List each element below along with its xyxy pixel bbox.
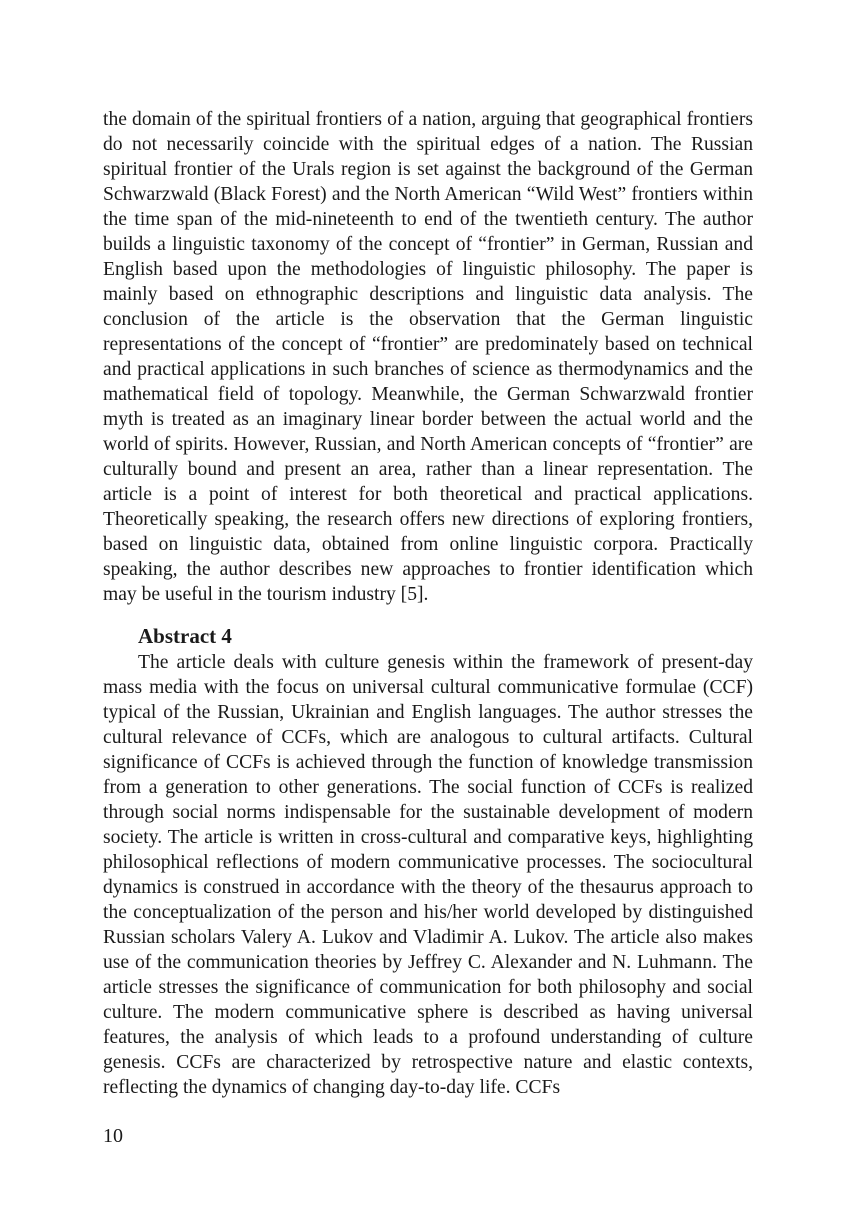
section-heading: Abstract 4 (138, 624, 232, 648)
page-number: 10 (103, 1125, 123, 1147)
page-body (103, 107, 753, 1100)
abstract-paragraph: The article deals with culture genesis within the framework of present-day mass media with the focus on universal cultural communicative formulae (CCF) typical of the Russian, Ukrainian and English languages. The author stresses the cultural relevance of CCFs, which are analogous to cultural artifacts. Cultural significance of CCFs is achieved through the function of knowledge transmission from a generation to other generations. The social function of CCFs is realized through social norms indispensable for the sustainable development of modern society. The article is written in cross-cultural and comparative keys, highlighting philosophical reflections of modern communicative processes. The sociocultural dynamics is construed in accordance with the theory of the thesaurus approach to the conceptualization of the person and his/her world developed by distinguished Russian scholars Valery A. Lukov and Vladimir A. Lukov. The article also makes use of the communication theories by Jeffrey C. Alexander and N. Luhmann. The article stresses the significance of communication for both philosophy and social culture. The modern communicative sphere is described as having universal features, the analysis of which leads to a profound understanding of culture genesis. CCFs are characterized by retrospective nature and elastic contexts, reflecting the dynamics of changing day-to-day life. CCFs (103, 652, 753, 1098)
continuation-paragraph: the domain of the spiritual frontiers of a nation, arguing that geographical frontiers do not necessarily coincide with the spiritual edges of a nation. The Russian spiritual frontier of the Urals region is set against the background of the German Schwarzwald (Black Forest) and the North American “Wild West” frontiers within the time span of the mid-nineteenth to end of the twentieth century. The author builds a linguistic taxonomy of the concept of “frontier” in German, Russian and English based upon the methodologies of linguistic philosophy. The paper is mainly based on ethnographic descriptions and linguistic data analysis. The conclusion of the article is the observation that the German linguistic representations of the concept of “frontier” are predominately based on technical and practical applications in such branches of science as thermodynamics and the mathematical field of topology. Meanwhile, the German Schwarzwald frontier myth is treated as an imaginary linear border between the actual world and the world of spirits. However, Russian, and North American concepts of “frontier” are culturally bound and present an area, rather than a linear representation. The article is a point of interest for both theoretical and practical applications. Theoretically speaking, the research offers new directions of exploring frontiers, based on linguistic data, obtained from online linguistic corpora. Practically speaking, the author describes new approaches to frontier identification which may be useful in the tourism industry [5]. (103, 109, 753, 605)
